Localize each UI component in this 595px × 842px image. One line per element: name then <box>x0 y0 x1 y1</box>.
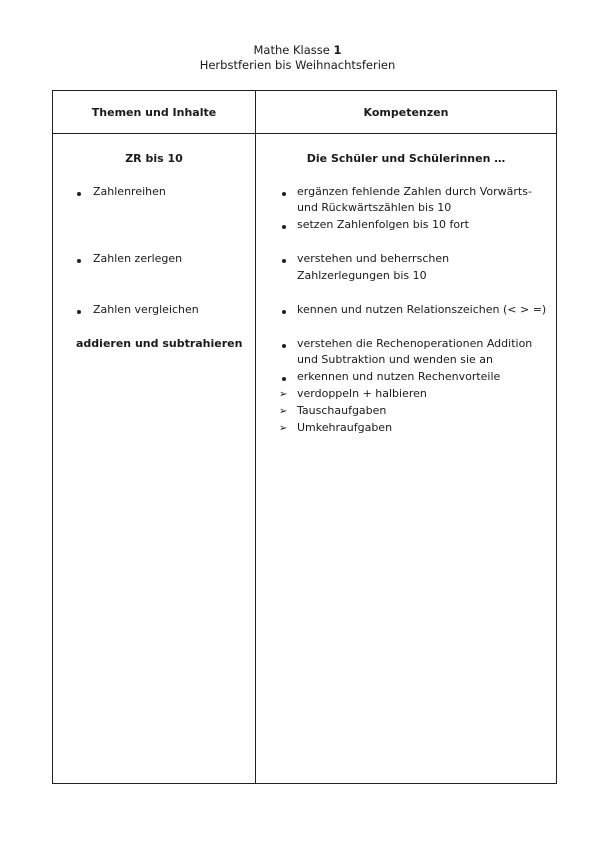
document-title <box>0 43 595 73</box>
left-item-zahlen-vergleichen: Zahlen vergleichen <box>93 303 199 316</box>
right-item-0-line1: ergänzen fehlende Zahlen durch Vorwärts- <box>297 185 532 198</box>
arrow-item-verdoppeln: verdoppeln + halbieren <box>297 387 427 400</box>
bullet-icon <box>282 310 286 314</box>
bullet-icon <box>282 225 286 229</box>
title-line <box>0 43 595 58</box>
column-header-kompetenzen: Kompetenzen <box>363 105 449 119</box>
right-item-2-line2: Zahlzerlegungen bis 10 <box>297 269 427 282</box>
right-item-5: erkennen und nutzen Rechenvorteile <box>297 370 501 383</box>
column-divider <box>255 91 256 783</box>
left-item-addieren-subtrahieren: addieren und subtrahieren <box>76 337 243 350</box>
bullet-icon <box>77 259 81 263</box>
right-item-0-line2: und Rückwärtszählen bis 10 <box>297 201 452 214</box>
header-divider <box>53 133 556 134</box>
right-item-2-line1: verstehen und beherrschen <box>297 252 450 265</box>
arrow-item-umkehraufgaben: Umkehraufgaben <box>297 421 393 434</box>
curriculum-table <box>52 90 557 784</box>
left-item-zahlen-zerlegen: Zahlen zerlegen <box>93 252 183 265</box>
right-item-4-line2: und Subtraktion und wenden sie an <box>297 353 494 366</box>
title-prefix: Mathe Klasse <box>253 43 334 57</box>
arrow-bullet-icon: ➢ <box>279 389 288 400</box>
left-heading: ZR bis 10 <box>125 152 183 165</box>
right-item-3: kennen und nutzen Relationszeichen (< > =) <box>297 303 547 316</box>
bullet-icon <box>282 377 286 381</box>
arrow-bullet-icon: ➢ <box>279 423 288 434</box>
title-number: 1 <box>333 43 342 57</box>
bullet-icon <box>282 344 286 348</box>
right-item-1: setzen Zahlenfolgen bis 10 fort <box>297 218 469 231</box>
arrow-item-tauschaufgaben: Tauschaufgaben <box>297 404 387 417</box>
right-item-4-line1: verstehen die Rechenoperationen Addition <box>297 337 533 350</box>
bullet-icon <box>282 192 286 196</box>
arrow-bullet-icon: ➢ <box>279 406 288 417</box>
column-header-themen: Themen und Inhalte <box>91 105 217 119</box>
left-item-zahlenreihen: Zahlenreihen <box>93 185 166 198</box>
subtitle: Herbstferien bis Weihnachtsferien <box>199 58 396 72</box>
bullet-icon <box>282 259 286 263</box>
bullet-icon <box>77 192 81 196</box>
right-heading: Die Schüler und Schülerinnen … <box>306 152 506 165</box>
bullet-icon <box>77 310 81 314</box>
